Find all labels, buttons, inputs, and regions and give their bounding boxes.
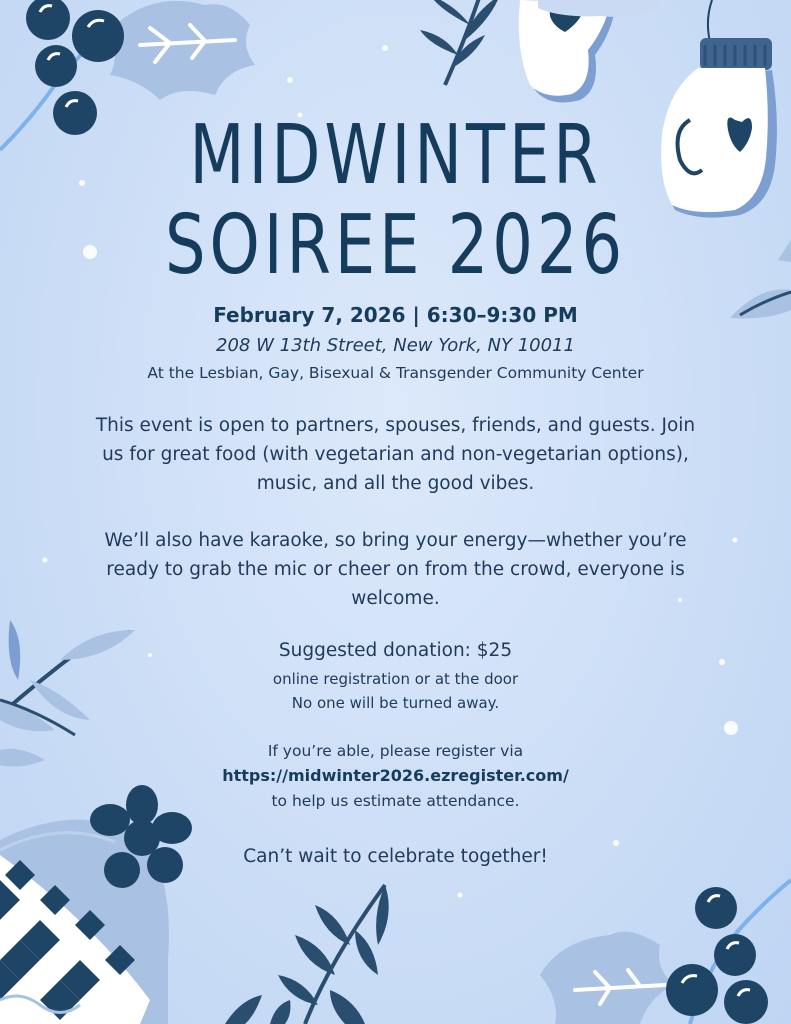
donation-note: No one will be turned away. [291, 694, 500, 712]
event-venue: At the Lesbian, Gay, Bisexual & Transgender Community Center [147, 364, 644, 382]
holly-leaf-top-left [110, 1, 255, 100]
knit-beanie-icon [0, 785, 192, 1024]
pine-branch-top [420, 0, 500, 85]
holly-leaf-bottom-right [540, 932, 675, 1024]
event-title-line-2: SOIREE 2026 [164, 198, 627, 293]
registration-outro: to help us estimate attendance. [271, 792, 520, 810]
registration-link[interactable]: https://midwinter2026.ezregister.com/ [222, 766, 569, 785]
description-paragraph-1: This event is open to partners, spouses, friends, and guests. Join us for great food (with vegetarian and non-vegetarian options), music, and all the good vibes. [95, 415, 696, 494]
donation-headline: Suggested donation: $25 [278, 640, 513, 661]
donation-method: online registration or at the door [272, 670, 519, 688]
description-paragraph-2: We’ll also have karaoke, so bring your energy—whether you’re ready to grab the mic or cheer on from the crowd, everyone is welcome. [104, 530, 687, 609]
event-address: 208 W 13th Street, New York, NY 10011 [216, 335, 575, 356]
mitten-icon-1 [519, 0, 662, 102]
event-date-time: February 7, 2026 | 6:30–9:30 PM [213, 303, 578, 327]
berries-bottom-right [666, 887, 768, 1024]
registration-intro: If you’re able, please register via [267, 742, 524, 760]
event-title-line-1: MIDWINTER [189, 108, 602, 203]
pine-branch-bottom [225, 885, 389, 1024]
closing-message: Can’t wait to celebrate together! [243, 846, 548, 867]
